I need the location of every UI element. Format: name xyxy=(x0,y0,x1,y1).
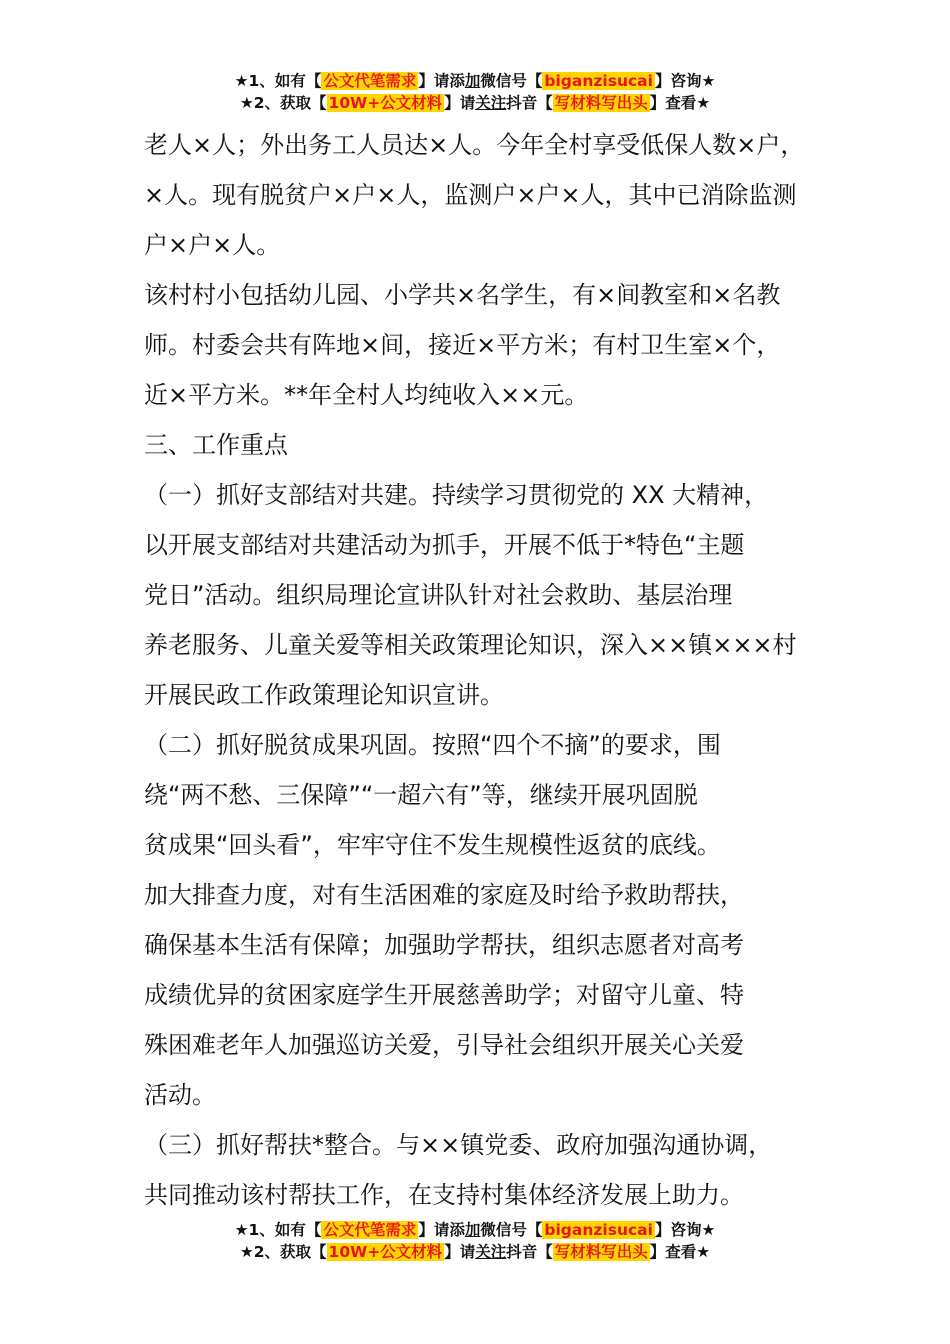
banner-text: 】查看★ xyxy=(649,1243,711,1261)
banner-highlight: 公文代笔需求 xyxy=(323,1221,417,1239)
banner-line-1 xyxy=(0,70,950,92)
banner-text: 】请 xyxy=(444,1243,476,1261)
body-line: （三）抓好帮扶*整合。与××镇党委、政府加强沟通协调， xyxy=(144,1131,773,1159)
banner-underlined-text: 关注 xyxy=(475,94,507,112)
banner-text: 】咨询★ xyxy=(654,72,716,90)
banner-text: 】请添 xyxy=(418,1221,465,1239)
section-heading: 三、工作重点 xyxy=(144,431,288,459)
banner-text: 微信号【 xyxy=(480,1221,543,1239)
banner-highlight: 写材料写出头 xyxy=(554,1243,648,1261)
footer-banner xyxy=(0,1219,950,1263)
body-line: 开展民政工作政策理论知识宣讲。 xyxy=(144,681,504,709)
body-line: 加大排查力度，对有生活困难的家庭及时给予救助帮扶， xyxy=(144,881,744,909)
banner-text: 】请添 xyxy=(418,72,465,90)
body-line: （一）抓好支部结对共建。持续学习贯彻党的 XX 大精神， xyxy=(144,481,769,509)
banner-text: 抖音【 xyxy=(506,94,553,112)
body-line: （二）抓好脱贫成果巩固。按照“四个不摘”的要求，围 xyxy=(144,731,721,759)
banner-highlight: 公文代笔需求 xyxy=(323,72,417,90)
banner-line-2 xyxy=(0,92,950,114)
banner-text: 】咨询★ xyxy=(654,1221,716,1239)
header-banner xyxy=(0,70,950,114)
body-line: 共同推动该村帮扶工作，在支持村集体经济发展上助力。 xyxy=(144,1181,744,1209)
banner-underlined-text: 加 xyxy=(464,1221,481,1239)
banner-text: ★1、如有【 xyxy=(234,72,322,90)
body-line: 近×平方米。**年全村人均纯收入××元。 xyxy=(144,381,589,409)
body-line: 党日”活动。组织局理论宣讲队针对社会救助、基层治理 xyxy=(144,581,733,609)
body-line: 活动。 xyxy=(144,1081,216,1109)
banner-underlined-text: 关注 xyxy=(475,1243,507,1261)
body-line: 绕“两不愁、三保障”“一超六有”等，继续开展巩固脱 xyxy=(144,781,698,809)
banner-line-2 xyxy=(0,1241,950,1263)
body-line: 师。村委会共有阵地×间，接近×平方米；有村卫生室×个， xyxy=(144,331,781,359)
body-line: 户×户×人。 xyxy=(144,231,281,259)
document-body xyxy=(144,120,824,1220)
body-line: 贫成果“回头看”，牢牢守住不发生规模性返贫的底线。 xyxy=(144,831,721,859)
banner-underlined-text: 加 xyxy=(464,72,481,90)
body-line: 以开展支部结对共建活动为抓手，开展不低于*特色“主题 xyxy=(144,531,745,559)
banner-text: ★2、获取【 xyxy=(239,94,327,112)
banner-highlight: 10W+公文材料 xyxy=(328,1243,443,1261)
banner-text: ★2、获取【 xyxy=(239,1243,327,1261)
banner-highlight: 10W+公文材料 xyxy=(328,94,443,112)
banner-text: 微信号【 xyxy=(480,72,543,90)
banner-highlight: biganzisucai xyxy=(544,1221,653,1239)
body-line: 成绩优异的贫困家庭学生开展慈善助学；对留守儿童、特 xyxy=(144,981,744,1009)
banner-highlight: 写材料写出头 xyxy=(554,94,648,112)
banner-text: 抖音【 xyxy=(506,1243,553,1261)
banner-highlight: biganzisucai xyxy=(544,72,653,90)
body-line: 老人×人；外出务工人员达×人。今年全村享受低保人数×户， xyxy=(144,131,805,159)
body-line: 养老服务、儿童关爱等相关政策理论知识，深入××镇×××村 xyxy=(144,631,797,659)
banner-text: 】查看★ xyxy=(649,94,711,112)
body-line: 该村村小包括幼儿园、小学共×名学生，有×间教室和×名教 xyxy=(144,281,781,309)
banner-text: 】请 xyxy=(444,94,476,112)
body-line: 确保基本生活有保障；加强助学帮扶，组织志愿者对高考 xyxy=(144,931,744,959)
banner-line-1 xyxy=(0,1219,950,1241)
body-line: ×人。现有脱贫户×户×人，监测户×户×人，其中已消除监测 xyxy=(144,181,797,209)
body-line: 殊困难老年人加强巡访关爱，引导社会组织开展关心关爱 xyxy=(144,1031,744,1059)
banner-text: ★1、如有【 xyxy=(234,1221,322,1239)
